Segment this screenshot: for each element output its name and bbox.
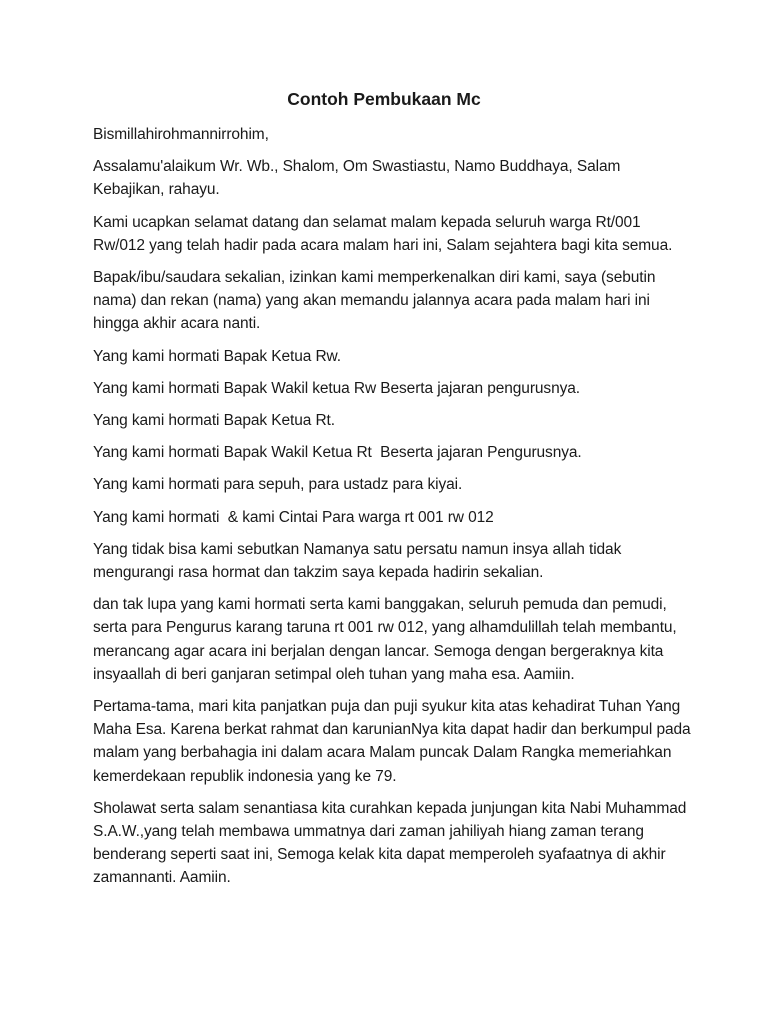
paragraph-welcome: Kami ucapkan selamat datang dan selamat malam kepada seluruh warga Rt/001 Rw/012 yang telah hadir pada acara malam hari ini, Salam sejahtera bagi kita semua. [93, 213, 673, 254]
paragraph-introduction: Bapak/ibu/saudara sekalian, izinkan kami memperkenalkan diri kami, saya (sebutin nama) dan rekan (nama) yang akan memandu jalannya acara pada malam hari ini hingga akhir acara nanti. [93, 269, 660, 333]
paragraph-unnamed-guests: Yang tidak bisa kami sebutkan Namanya satu persatu namun insya allah tidak mengurangi rasa hormat dan takzim saya kepada hadirin sekalian. [93, 540, 626, 582]
paragraph-honor-wakil-rt: Yang kami hormati Bapak Wakil Ketua Rt Beserta jajaran Pengurusnya. [93, 444, 582, 462]
paragraph-honor-ketua-rw: Yang kami hormati Bapak Ketua Rw. [93, 347, 341, 365]
paragraph-honor-ketua-rt: Yang kami hormati Bapak Ketua Rt. [93, 412, 335, 430]
paragraph-greeting-salam: Assalamu'alaikum Wr. Wb., Shalom, Om Swastiastu, Namo Buddhaya, Salam Kebajikan, rahayu. [93, 158, 625, 199]
paragraph-honor-warga: Yang kami hormati & kami Cintai Para warga rt 001 rw 012 [93, 508, 494, 526]
paragraph-honor-wakil-rw: Yang kami hormati Bapak Wakil ketua Rw Beserta jajaran pengurusnya. [93, 379, 580, 397]
document-title: Contoh Pembukaan Mc [287, 89, 481, 109]
document-body [93, 123, 693, 899]
paragraph-honor-sepuh: Yang kami hormati para sepuh, para ustadz para kiyai. [93, 476, 463, 494]
paragraph-youth-thanks: dan tak lupa yang kami hormati serta kami banggakan, seluruh pemuda dan pemudi, serta para Pengurus karang taruna rt 001 rw 012, yang alhamdulillah telah membantu, merancang agar acara ini berjalan dengan lancar. Semoga dengan bergeraknya kita insyaallah di beri ganjaran setimpal oleh tuhan yang maha esa. Aamiin. [93, 596, 681, 683]
paragraph-greeting-bismillah: Bismillahirohmannirrohim, [93, 126, 269, 143]
paragraph-sholawat: Sholawat serta salam senantiasa kita curahkan kepada junjungan kita Nabi Muhammad S.A.W.,yang telah membawa ummatnya dari zaman jahiliyah hiang zaman terang benderang seperti saat ini, Semoga kelak kita dapat memperoleh syafaatnya di akhir zamannanti. Aamiin. [93, 799, 691, 887]
paragraph-gratitude: Pertama-tama, mari kita panjatkan puja dan puji syukur kita atas kehadirat Tuhan Yang Maha Esa. Karena berkat rahmat dan karunianNya kita dapat hadir dan berkumpul pada malam yang berbahagia ini dalam acara Malam puncak Dalam Rangka memeriahkan kemerdekaan republik indonesia yang ke 79. [93, 698, 695, 785]
